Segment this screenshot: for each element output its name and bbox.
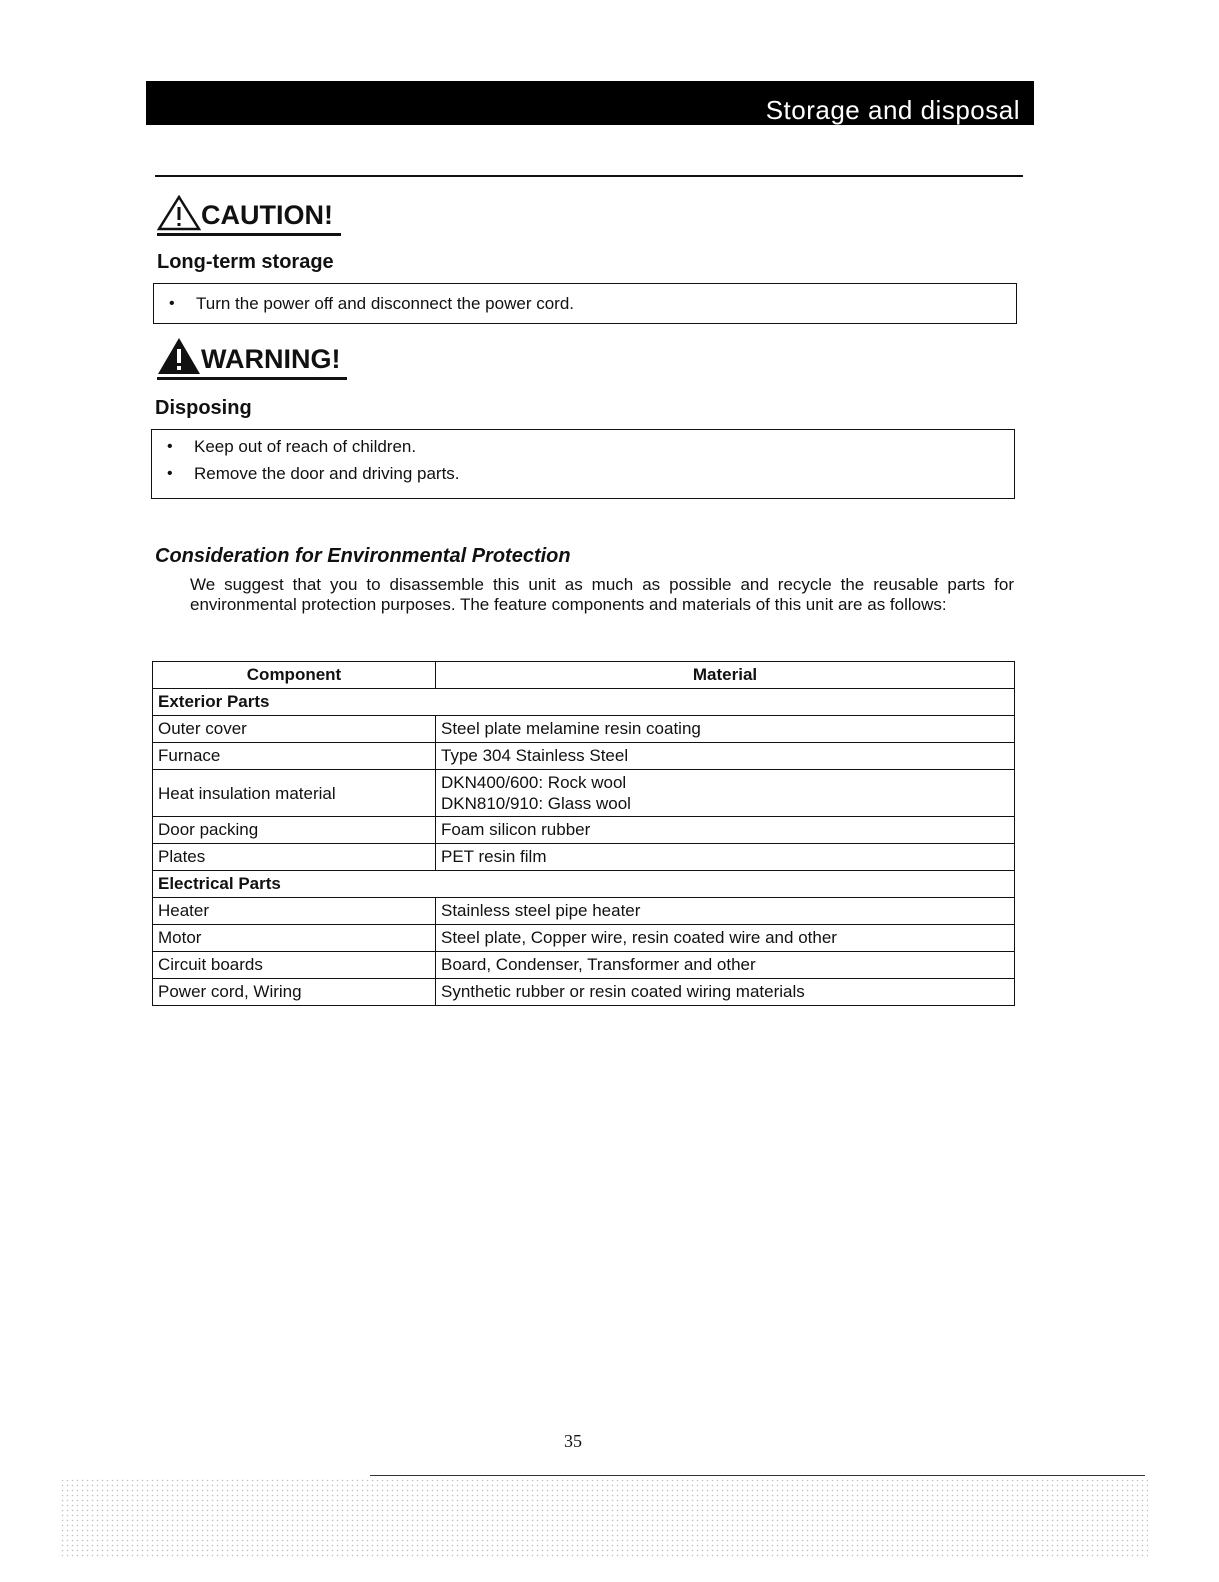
material-line: DKN400/600: Rock wool: [441, 773, 627, 792]
table-header-row: [153, 662, 1015, 689]
material-cell: Board, Condenser, Transformer and other: [436, 952, 1015, 979]
material-cell: Stainless steel pipe heater: [436, 898, 1015, 925]
caution-text: CAUTION!: [201, 200, 333, 230]
section-header-bar: [146, 81, 1034, 125]
caution-triangle-icon: [157, 195, 201, 231]
table-row: [153, 952, 1015, 979]
component-cell: Heat insulation material: [153, 770, 436, 817]
table-row: [153, 770, 1015, 817]
material-cell: [436, 770, 1015, 817]
long-term-storage-heading: Long-term storage: [157, 251, 334, 273]
section-exterior-parts: Exterior Parts: [153, 689, 1015, 716]
page-number: 35: [564, 1431, 582, 1451]
section-electrical-parts: Electrical Parts: [153, 871, 1015, 898]
material-cell: PET resin film: [436, 844, 1015, 871]
horizontal-rule: [155, 175, 1023, 177]
list-item: • Keep out of reach of children.: [152, 433, 1014, 460]
warning-triangle-icon: [157, 337, 201, 375]
component-cell: Circuit boards: [153, 952, 436, 979]
disposing-heading: Disposing: [155, 397, 252, 419]
table-row: [153, 817, 1015, 844]
scan-noise-area: [60, 1478, 1148, 1558]
warning-text: WARNING!: [201, 344, 341, 374]
section-title: Storage and disposal: [765, 95, 1020, 125]
component-cell: Door packing: [153, 817, 436, 844]
list-item: • Remove the door and driving parts.: [152, 460, 1014, 487]
table-row: [153, 716, 1015, 743]
table-row: [153, 898, 1015, 925]
section-row: [153, 871, 1015, 898]
material-cell: Foam silicon rubber: [436, 817, 1015, 844]
list-item: • Turn the power off and disconnect the power cord.: [154, 290, 1016, 317]
component-cell: Power cord, Wiring: [153, 979, 436, 1006]
component-cell: Furnace: [153, 743, 436, 770]
table-row: [153, 844, 1015, 871]
column-header-component: Component: [153, 662, 436, 689]
scan-artifact-line: [370, 1475, 1145, 1476]
table-row: [153, 925, 1015, 952]
material-cell: Type 304 Stainless Steel: [436, 743, 1015, 770]
component-cell: Heater: [153, 898, 436, 925]
caution-box: [153, 283, 1017, 324]
warning-box: [151, 429, 1015, 499]
material-cell: Steel plate, Copper wire, resin coated wire and other: [436, 925, 1015, 952]
column-header-material: Material: [436, 662, 1015, 689]
environment-heading: Consideration for Environmental Protection: [155, 545, 571, 567]
material-cell: Synthetic rubber or resin coated wiring materials: [436, 979, 1015, 1006]
material-line: DKN810/910: Glass wool: [441, 794, 631, 813]
caution-label: [157, 195, 341, 236]
table-row: [153, 743, 1015, 770]
component-cell: Outer cover: [153, 716, 436, 743]
materials-table: [152, 661, 1015, 1006]
warning-label: [157, 337, 347, 380]
component-cell: Motor: [153, 925, 436, 952]
material-cell: Steel plate melamine resin coating: [436, 716, 1015, 743]
table-row: [153, 979, 1015, 1006]
section-row: [153, 689, 1015, 716]
component-cell: Plates: [153, 844, 436, 871]
environment-paragraph: We suggest that you to disassemble this unit as much as possible and recycle the reusable parts for environmental protection purposes. The feature components and materials of this unit are as follows:: [190, 575, 1014, 614]
